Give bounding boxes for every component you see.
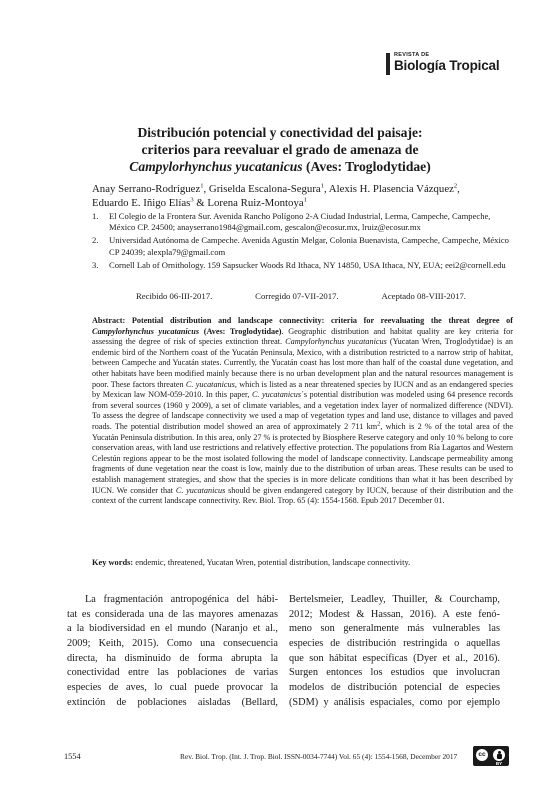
affiliation-text: El Colegio de la Frontera Sur. Avenida Rancho Polígono 2-A Ciudad Industrial, Lerma, Campeche, Campeche, México CP. 24500; anayserrano1984@gmail.com, gescalon@ecosur.mx, lruiz@ecosur.mx bbox=[109, 211, 491, 233]
abstract-text: . Geographic distribution and habitat quality are key criteria for assessing the degree of risk of species extinction threat. bbox=[92, 326, 513, 347]
affiliation-item bbox=[92, 235, 512, 257]
title-species: Campylorhynchus yucatanicus bbox=[129, 159, 303, 174]
body-line: Bertelsmeier, Leadley, Thuiller, & Courchamp, bbox=[289, 594, 500, 605]
body-line: meno son generalmente más vulnerables las bbox=[289, 623, 500, 635]
logo-journal-name: Biología Tropical bbox=[394, 58, 500, 73]
abstract-species: C. yucatanicus bbox=[185, 379, 235, 389]
title-line-3-rest: (Aves: Troglodytidae) bbox=[302, 159, 431, 174]
keywords-label: Key words: bbox=[92, 558, 134, 567]
affiliation-item bbox=[92, 211, 512, 233]
abstract-paragraph bbox=[92, 316, 513, 507]
cc-by-label: BY bbox=[495, 760, 503, 766]
body-line: La fragmentación antropogénica del hábi- bbox=[85, 594, 278, 605]
cc-icon: cc bbox=[476, 749, 488, 761]
cc-by-license-icon bbox=[473, 746, 509, 766]
author-3: Alexis H. Plasencia Vázquez bbox=[328, 183, 454, 195]
abstract-text: , which is 2 % of the total area of the Yucatán Peninsula distribution. In this area, only 27 % is protected by Biosphere Reserve category and only 10 % belong to core conservation areas, with land use restrictions and relatively effective protection. The populations from Ría Lagartos and Western Celestún regions appear to be the most isolated following the model of landscape connectivity. Landscape permeability among fragments of dune vegetation near the coast is low, mainly due to the distribution of urban areas. These results can be used to establish management strategies, and show that the species is in more delicate conditions than what it has been described by IUCN. We consider that bbox=[92, 421, 513, 495]
submission-dates bbox=[136, 291, 466, 301]
author-4: Eduardo E. Iñigo Elías bbox=[92, 196, 191, 209]
abstract-species: Campylorhynchus yucatanicus bbox=[285, 337, 387, 347]
body-line: especies de aves, lo cual puede provocar la bbox=[67, 681, 278, 693]
author-3-affil: 2 bbox=[453, 182, 458, 190]
affiliation-item bbox=[92, 260, 512, 271]
body-line: especies de distribución restringida o aquellas bbox=[289, 637, 500, 649]
logo-bar bbox=[386, 53, 390, 75]
abstract-title-species: Campylorhynchus yucatanicus bbox=[92, 326, 200, 336]
author-2-affil: 1 bbox=[320, 182, 324, 190]
affiliation-number: 3. bbox=[92, 259, 99, 270]
body-line: modelos de distribución potencial de especies bbox=[289, 681, 500, 693]
author-sep: , bbox=[203, 183, 209, 195]
date-accepted: Aceptado 08-VIII-2017. bbox=[381, 291, 466, 301]
abstract-text: should be given endangered category by IUCN, because of their distribution and the context of the current landscape connectivity. Rev. Biol. Trop. 65 (4): 1554-1568. Epub 2017 December 01. bbox=[92, 485, 513, 506]
body-line: (SDM) y análisis espaciales, como por ejemplo bbox=[289, 696, 500, 708]
author-1-affil: 1 bbox=[200, 182, 204, 190]
affiliation-number: 2. bbox=[92, 235, 99, 246]
body-line: tat es considerada una de las mayores amenazas bbox=[67, 608, 278, 620]
title-line-1: Distribución potencial y conectividad del paisaje: bbox=[137, 125, 423, 140]
affiliation-text: Cornell Lab of Ornithology. 159 Sapsucker Woods Rd Ithaca, NY 14850, USA Ithaca, NY, EUA; eei2@cornell.edu bbox=[109, 259, 506, 270]
body-column-left bbox=[67, 593, 278, 710]
abstract-text: ´s potential distribution was modeled using 64 presence records from several sources (1960 y 2009), a set of climate variables, and a vegetation index layer of normalized difference (NDVI). To assess the degree of landscape connectivity we used a map of vegetation types and land use, distance to villages and paved roads. The potential distribution model showed an area of approximately 2 711 km bbox=[92, 390, 513, 431]
body-line: conectividad entre las poblaciones de varias bbox=[67, 667, 278, 679]
author-sep: & bbox=[193, 196, 208, 209]
footer-citation: Rev. Biol. Trop. (Int. J. Trop. Biol. ISSN-0034-7744) Vol. 65 (4): 1554-1568, December 2017 bbox=[180, 752, 458, 761]
abstract-title-b: (Aves: Troglodytidae) bbox=[199, 326, 282, 336]
author-sep: , bbox=[323, 183, 329, 195]
author-2: Griselda Escalona-Segura bbox=[208, 183, 321, 195]
author-4-affil: 3 bbox=[190, 195, 194, 203]
date-received: Recibido 06-III-2017. bbox=[136, 291, 213, 301]
author-1: Anay Serrano-Rodríguez bbox=[92, 183, 201, 195]
abstract-species: C. yucatanicus bbox=[175, 485, 226, 495]
person-torso bbox=[497, 754, 502, 759]
author-list bbox=[92, 183, 512, 210]
abstract-text: (Yucatan Wren, Troglodytidae) is an endemic bird of the Northern coast of the Yucatán Peninsula, Mexico, with a distribution restricted to a narrow strip of habitat, between Campeche and Yucatán states. Currently, the Yucatán coast has lost more than half of the coastal dune vegetation, and other habitats have been modified mainly because there is no urban development plan and the natural resources management is poor. These factors threaten bbox=[92, 337, 513, 389]
date-corrected: Corregido 07-VII-2017. bbox=[255, 291, 339, 301]
body-line: que son hábitat específicas (Dyer et al., 2016). bbox=[289, 652, 500, 664]
title-line-2: criterios para reevaluar el grado de amenaza de bbox=[141, 142, 419, 157]
body-line: directa, ha disminuido de forma abrupta la bbox=[67, 652, 278, 664]
author-sep: , bbox=[457, 183, 460, 195]
body-line: Surgen entonces los estudios que involucran bbox=[289, 667, 500, 679]
author-5: Lorena Ruiz-Montoya bbox=[207, 196, 304, 209]
title-line-3 bbox=[60, 158, 500, 175]
keywords-text: endemic, threatened, Yucatan Wren, potential distribution, landscape connectivity. bbox=[133, 558, 411, 567]
body-line: 2009; Keith, 2015). Como una consecuencia bbox=[67, 637, 278, 649]
logo-small-text: REVISTA DE bbox=[394, 52, 430, 58]
journal-logo bbox=[386, 52, 526, 76]
body-column-right bbox=[289, 593, 500, 710]
keywords bbox=[92, 557, 513, 568]
attribution-person-icon bbox=[493, 749, 505, 761]
affiliations bbox=[92, 211, 512, 273]
abstract-species: C. yucatanicus bbox=[251, 390, 302, 400]
body-line: extinción de poblaciones aisladas (Bellard, bbox=[67, 696, 278, 708]
abstract-text: , which is listed as a near threatened species by IUCN and as an endangered species by Mexican law NOM-059-2010. In this paper, bbox=[92, 379, 513, 400]
body-line: 2012; Modest & Hassan, 2016). A este fenó- bbox=[289, 608, 500, 620]
article-title bbox=[60, 124, 500, 175]
affiliation-number: 1. bbox=[92, 211, 99, 221]
body-line: a la biodiversidad en el mundo (Naranjo et al., bbox=[67, 623, 278, 635]
abstract-superscript: 2 bbox=[377, 420, 381, 428]
author-5-affil: 1 bbox=[303, 195, 307, 203]
abstract bbox=[92, 316, 513, 507]
abstract-label: Abstract: bbox=[92, 316, 126, 325]
abstract-title-a: Potential distribution and landscape connectivity: criteria for reevaluating the threat degree of bbox=[125, 316, 513, 325]
affiliation-text: Universidad Autónoma de Campeche. Avenida Agustín Melgar, Colonia Buenavista, Campeche, Campeche, México CP 24039; alexpla79@gmail.com bbox=[109, 235, 509, 257]
page-number: 1554 bbox=[64, 752, 81, 761]
